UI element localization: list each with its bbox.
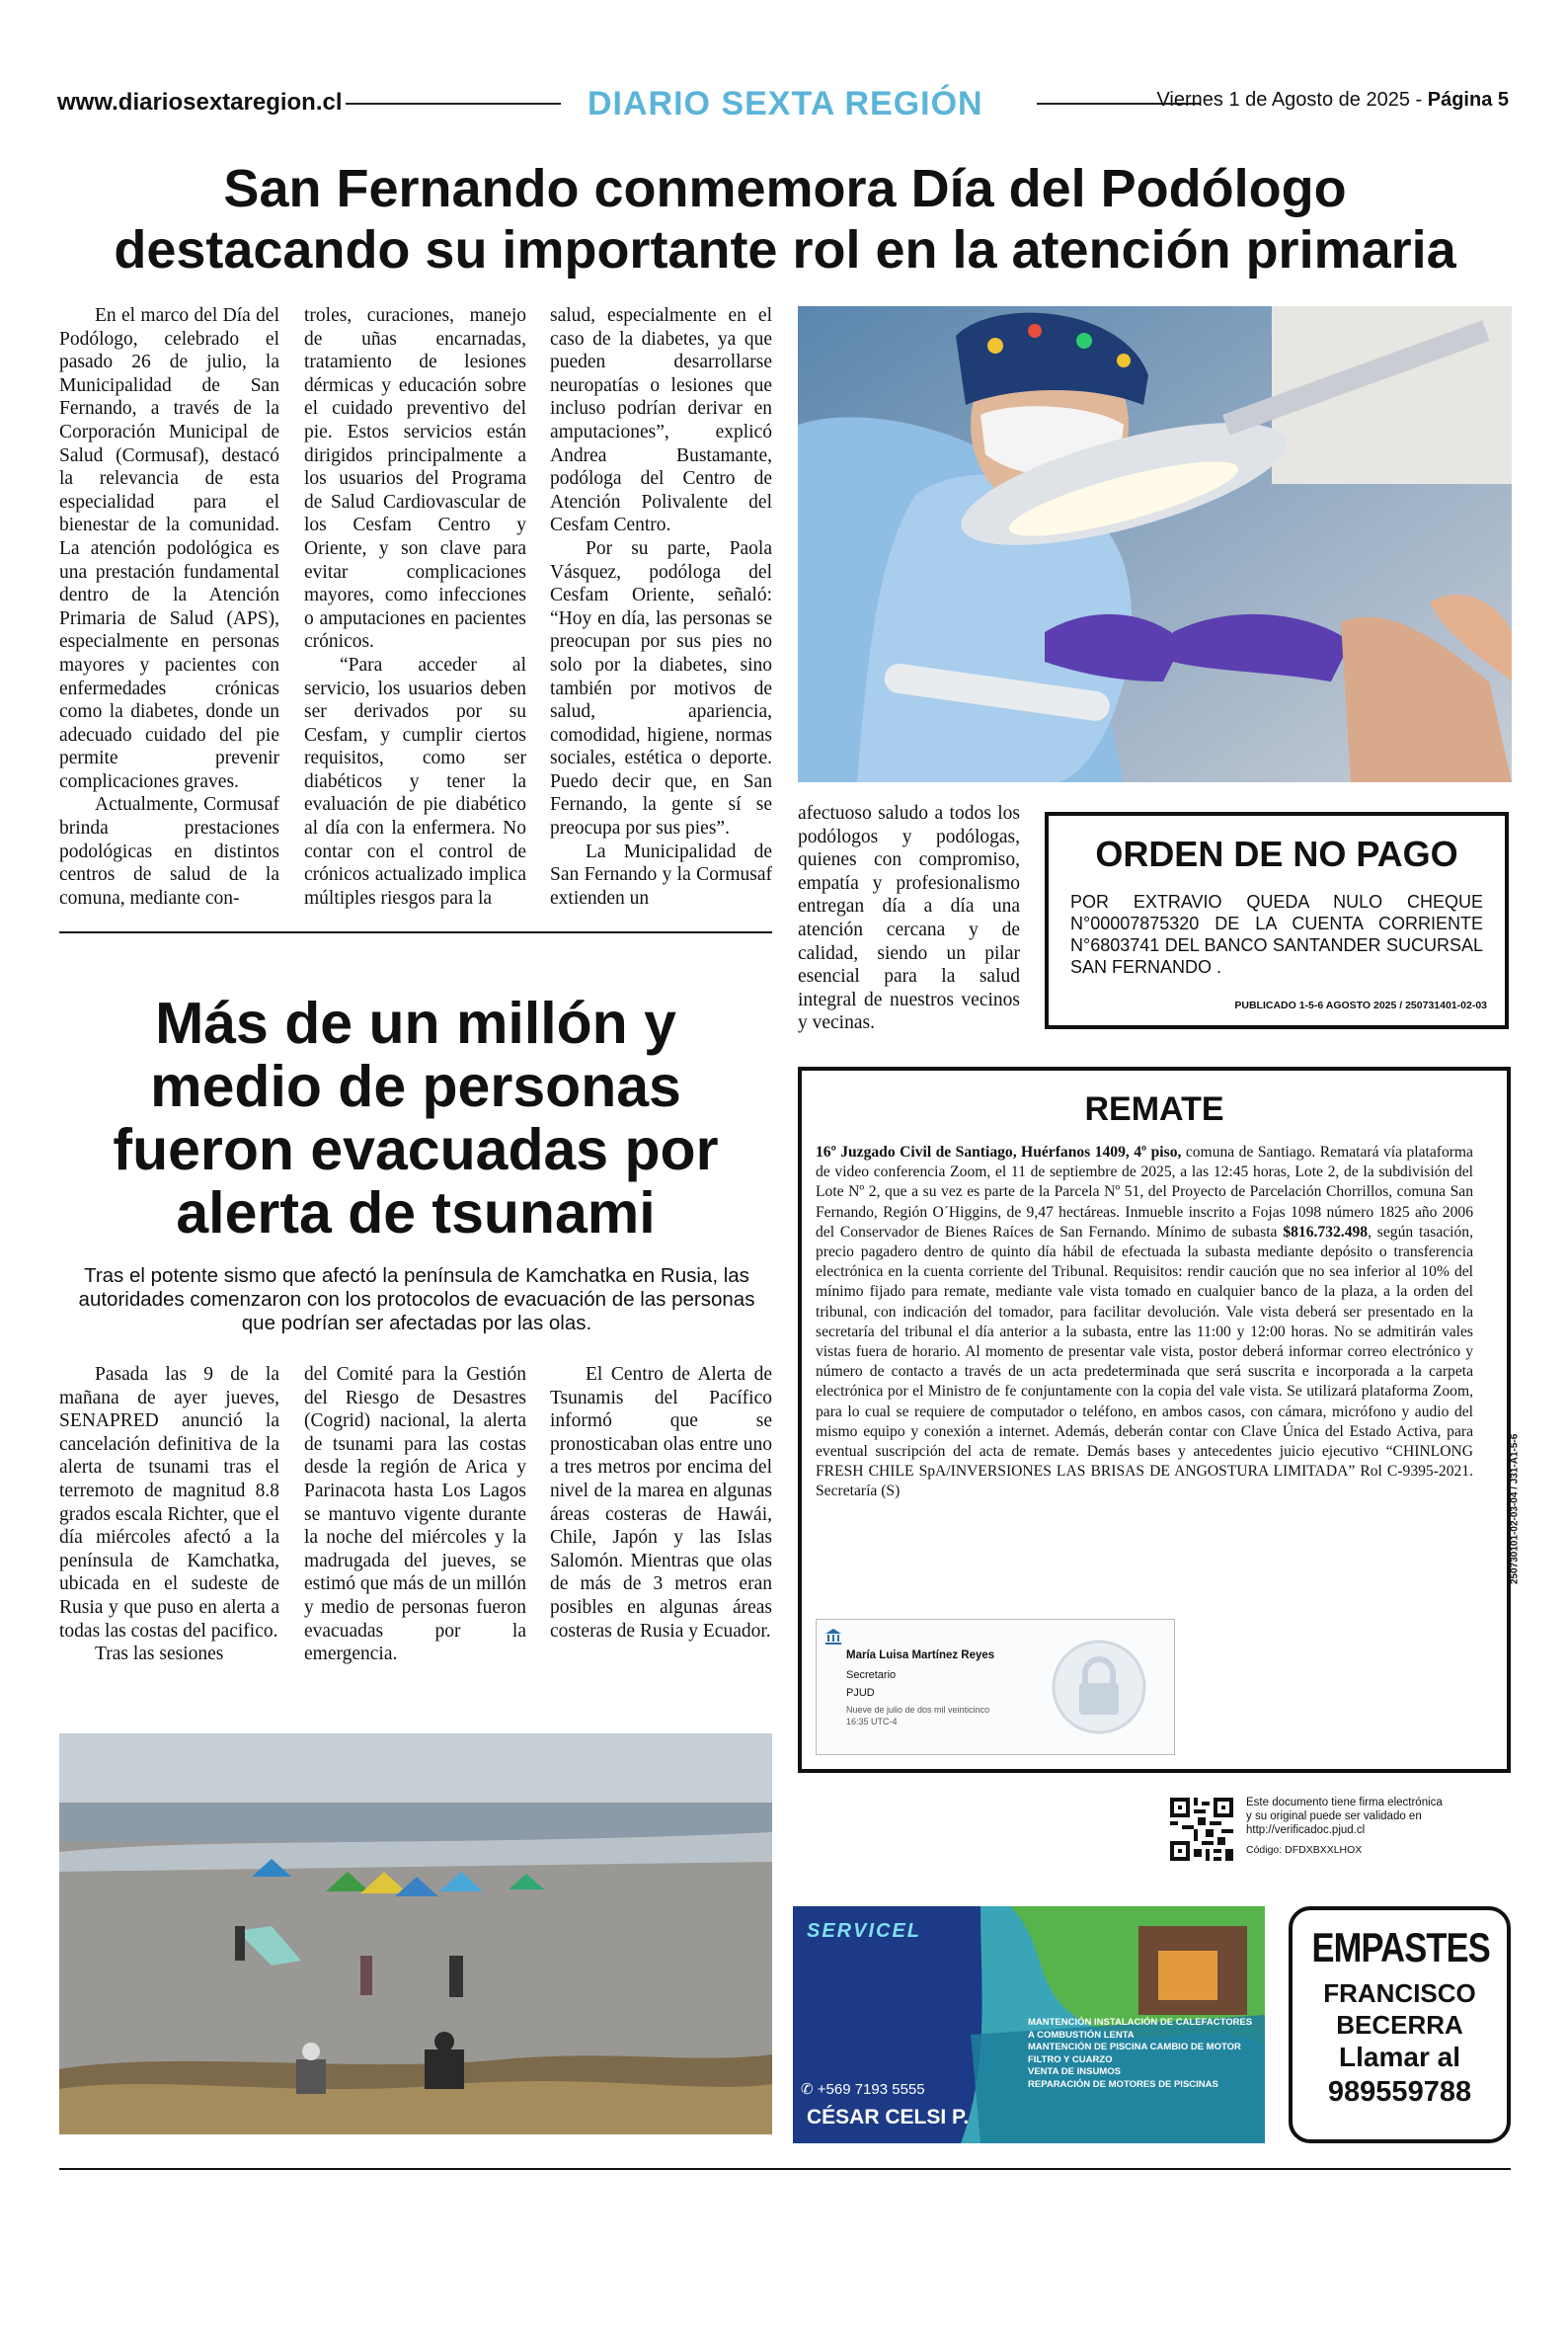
beach-evacuation-photo: [59, 1733, 772, 2134]
verify-note: [1246, 1796, 1443, 1857]
service-item: VENTA DE INSUMOS: [1028, 2066, 1121, 2077]
article2-headline-line: fueron evacuadas por: [113, 1117, 719, 1182]
lock-icon: [1052, 1640, 1146, 1734]
paragraph: Actualmente, Cormusaf brinda prestaciones podológicas en distintos centros de salud de la comuna, mediante con-: [59, 794, 279, 909]
orden-body: POR EXTRAVIO QUEDA NULO CHEQUE N°00007875320 DE LA CUENTA CORRIENTE N°6803741 DEL BANCO SANTANDER SUCURSAL SAN FERNANDO .: [1070, 892, 1483, 977]
empastes-line3: Llamar al: [1339, 2042, 1460, 2072]
signer-time: 16:35 UTC-4: [846, 1717, 898, 1727]
service-item: MANTENCIÓN INSTALACIÓN DE CALEFACTORES A COMBUSTIÓN LENTA: [1028, 2017, 1253, 2041]
servicel-ad: [793, 1906, 1265, 2143]
signer-org: PJUD: [846, 1687, 875, 1699]
footer-rule: [59, 2168, 1511, 2170]
remate-text-1: comuna de Santiago. Rematará vía plataforma de video conferencia Zoom, el 11 de septiembre de 2025, a las 12:45 horas, Lote 2, de la subdivisión del Lote Nº 2, que a su vez es parte de la Parcela Nº 51, del Proyecto de Parcelación Chorrillos, comuna San Fernando, Región O´Higgins, de 9,47 hectáreas. Inmueble inscrito a Fojas 1098 número 1825 año 2006 del Conservador de Bienes Raíces de San Fernando. Mínimo de subasta: [816, 1144, 1473, 1241]
remate-side-code: 250730101-02-03-04 / J31-A1-5-6: [1509, 1433, 1520, 1584]
verify-line: y su original puede ser validado en: [1246, 1810, 1422, 1822]
article1-column-1: [59, 304, 279, 910]
signature-card: [816, 1619, 1175, 1755]
servicel-services: [1028, 2017, 1255, 2091]
article2-headline: [59, 992, 772, 1245]
section-divider: [59, 931, 772, 933]
paragraph: En el marco del Día del Podólogo, celebrado el pasado 26 de julio, la Municipalidad de San Fernando, a través de la Corporación Municipal de Salud (Cormusaf), destacó la relevancia de esta especialidad para el bienestar de la comunidad. La atención podológica es una prestación fundamental dentro de la Atención Primaria de Salud (APS), especialmente en personas mayores y pacientes con enfermedades crónicas como la diabetes, donde un adecuado cuidado del pie permite prevenir complicaciones graves.: [59, 305, 279, 792]
article1-column-4: [798, 802, 1020, 1035]
paragraph: “Para acceder al servicio, los usuarios deben ser derivados por su Cesfam, y cumplir ciertos requisitos, como ser diabéticos y tener la evaluación de pie diabético al día con la enfermera. No contar con el control de crónicos actualizado implica múltiples riesgos para la: [304, 654, 526, 909]
empastes-line2: BECERRA: [1336, 2010, 1463, 2040]
page-number: Página 5: [1427, 89, 1509, 111]
article1-column-2: [304, 304, 526, 910]
servicel-phone-row: [801, 2080, 925, 2098]
servicel-brand: SERVICEL: [807, 1920, 922, 1942]
remate-text-2: , según tasación, precio pagadero dentro de quinto día hábil de efectuada la subasta mediante depósito o transferencia electrónica en la cuenta corriente del Tribunal. Requisitos: rendir caución que no sea inferior al 10% del mínimo fijado para remate, mediante vale vista tomado en cualquier banco de la plaza, a la orden del tribunal, con indicación del tomador, para facilitar devolución. Vale vista deberá ser presentado en la secretaría del tribunal el día anterior a la subasta, entre las 11:00 y 12:00 horas. No se admitirán vales vistas fuera de horario. Al momento de presentar vale vista, postor deberá informar correo electrónico y número de contacto a través de un acta predeterminada que será suscrita e incorporada a la carpeta electrónica por el Ministro de fe conjuntamente con la copia del vale vista. Se utilizará plataforma Zoom, para lo cual se requiere de computador o teléfono, en ambos casos, con cámara, micrófono y audio del mismo equipo y conexión a internet. Además, deberán contar con Clave Única del Estado Activa, para eventual suscripción del acta de remate. Demás bases y antecedentes juicio ejecutivo “CHINLONG FRESH CHILE SpA/INVERSIONES LAS BRISAS DE ANGOSTURA LIMITADA” Rol C-9395-2021. Secretaría (S): [816, 1223, 1473, 1500]
article2-headline-line: alerta de tsunami: [176, 1180, 656, 1245]
paragraph: Pasada las 9 de la mañana de ayer jueves, SENAPRED anunció la cancelación definitiva de la alerta de tsunami tras el terremoto de magnitud 8.8 grados escala Richter, que el día miércoles afectó a la península de Kamchatka, ubicada en el sudeste de Rusia y que puso en alerta a todas las costas del pacifico.: [59, 1364, 279, 1642]
article2-headline-line: Más de un millón y: [155, 991, 676, 1056]
article1-headline-line1: San Fernando conmemora Día del Podólogo: [223, 159, 1347, 218]
paragraph: El Centro de Alerta de Tsunamis del Pacífico informó que se pronosticaban olas entre uno a tres metros por encima del nivel de la marea en algunas áreas costeras de Hawái, Chile, Japón y las Islas Salomón. Mientras que olas de más de 3 metros eran posibles en algunas áreas costeras de Rusia y Ecuador.: [550, 1364, 772, 1642]
signer-name: María Luisa Martínez Reyes: [846, 1649, 995, 1661]
article1-headline: [39, 158, 1530, 281]
empastes-phone: 989559788: [1327, 2076, 1472, 2108]
issue-date: Viernes 1 de Agosto de 2025 -: [1156, 89, 1423, 111]
servicel-phone: +569 7193 5555: [817, 2081, 925, 2098]
article2-column-2: [304, 1363, 526, 1666]
podiatrist-photo: [798, 306, 1512, 782]
qr-code: [1170, 1798, 1233, 1861]
article1-column-3: [550, 304, 772, 910]
orden-footer: PUBLICADO 1-5-6 AGOSTO 2025 / 250731401-02-03: [1234, 1000, 1487, 1011]
orden-title: ORDEN DE NO PAGO: [1095, 834, 1458, 874]
whatsapp-icon: ✆: [801, 2081, 814, 2098]
remate-court: 16º Juzgado Civil de Santiago, Huérfanos 1409, 4º piso,: [816, 1144, 1182, 1161]
article1-headline-line2: destacando su importante rol en la atención primaria: [114, 220, 1456, 281]
paragraph: La Municipalidad de San Fernando y la Cormusaf extienden un: [550, 841, 772, 909]
website-url: www.diariosextaregion.cl: [57, 89, 343, 116]
masthead: DIARIO SEXTA REGIÓN: [588, 85, 983, 122]
service-item: REPARACIÓN DE MOTORES DE PISCINAS: [1028, 2078, 1218, 2090]
article2-lead: Tras el potente sismo que afectó la península de Kamchatka en Rusia, las autoridades comenzaron con los protocolos de evacuación de las personas que podrían ser afectadas por las olas.: [78, 1264, 755, 1334]
remate-body: [816, 1143, 1473, 1502]
article2-headline-line: medio de personas: [150, 1054, 681, 1119]
paragraph: Por su parte, Paola Vásquez, podóloga del Cesfam Oriente, señaló: “Hoy en día, las personas se preocupan por sus pies no solo por la diabetes, sino también por motivos de salud, apariencia, comodidad, higiene, normas sociales, estética o deporte. Puedo decir que, en San Fernando, la gente sí se preocupa por sus pies”.: [550, 537, 772, 840]
article2-column-1: [59, 1363, 279, 1666]
header-rule-left: [346, 103, 561, 105]
verify-line: Este documento tiene firma electrónica: [1246, 1797, 1443, 1808]
article2-column-3: [550, 1363, 772, 1643]
orden-no-pago-box: [1045, 812, 1509, 1029]
service-item: MANTENCIÓN DE PISCINA CAMBIO DE MOTOR FILTRO Y CUARZO: [1028, 2042, 1241, 2065]
remate-title: REMATE: [1084, 1090, 1224, 1128]
paragraph: salud, especialmente en el caso de la diabetes, ya que pueden desarrollarse neuropatías o lesiones que incluso podrían derivar en amputaciones”, explicó Andrea Bustamante, podóloga del Centro de Atención Polivalente del Cesfam Centro.: [550, 305, 772, 536]
empastes-line1: FRANCISCO: [1323, 1978, 1476, 2008]
remate-box: [798, 1067, 1520, 1773]
empastes-title: EMPASTES: [1311, 1924, 1490, 1970]
paragraph: Tras las sesiones: [95, 1644, 224, 1665]
servicel-owner: CÉSAR CELSI P.: [807, 2106, 970, 2128]
header-date-line: [1156, 89, 1509, 112]
paragraph: troles, curaciones, manejo de uñas encarnadas, tratamiento de lesiones dérmicas y educación sobre el cuidado preventivo del pie. Estos servicios están dirigidos principalmente a los usuarios del Programa de Salud Cardiovascular de los Cesfam Centro y Oriente, y son clave para evitar complicaciones mayores, como infecciones o amputaciones en pacientes crónicos.: [304, 305, 526, 653]
verify-code: Código: DFDXBXXLHOX: [1246, 1844, 1363, 1856]
signer-role: Secretario: [846, 1669, 897, 1681]
signer-date: Nueve de julio de dos mil veinticinco: [846, 1705, 990, 1715]
paragraph: del Comité para la Gestión del Riesgo de Desastres (Cogrid) nacional, la alerta de tsunami para las costas desde la región de Arica y Parinacota hasta Los Lagos se mantuvo vigente durante la noche del miércoles y la madrugada del jueves, se estimó que más de un millón y medio de personas fueron evacuadas por la emergencia.: [304, 1364, 526, 1665]
empastes-ad: [1289, 1906, 1511, 2143]
paragraph: afectuoso saludo a todos los podólogos y podólogas, quienes con compromiso, empatía y profesionalismo entregan día a día una atención cercana y de calidad, siendo un pilar esencial para la salud integral de nuestros vecinos y vecinas.: [798, 803, 1020, 1034]
verify-url[interactable]: http://verificadoc.pjud.cl: [1246, 1824, 1366, 1836]
court-icon: [824, 1628, 842, 1646]
remate-amount: $816.732.498: [1283, 1223, 1369, 1241]
